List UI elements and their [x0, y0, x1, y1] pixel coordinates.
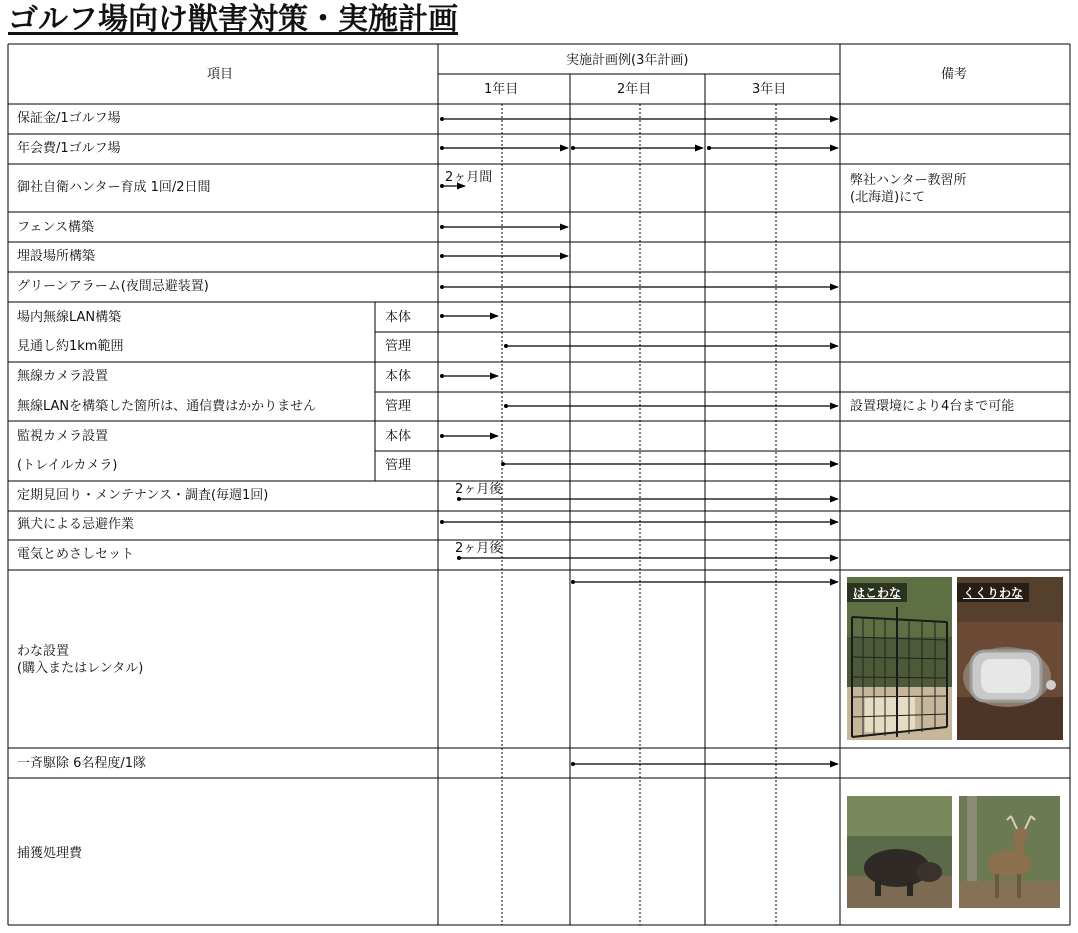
deer-photo [959, 796, 1060, 908]
row-label-deposit: 保証金/1ゴルフ場 [17, 111, 121, 126]
row-label-wireless-camera: 無線カメラ設置 [17, 369, 109, 384]
page-title: ゴルフ場向け獣害対策・実施計画 [8, 2, 458, 37]
sub-label-management: 管理 [385, 339, 412, 354]
row-label-hunter-training: 御社自衛ハンター育成 1回/2日間 [17, 180, 211, 195]
sub-label-body: 本体 [385, 310, 412, 325]
row-label-trap-2: (購入またはレンタル) [17, 661, 144, 676]
timeline-note-after-two-months: 2ヶ月後 [455, 541, 503, 556]
remark-hunter-school-1: 弊社ハンター教習所 [850, 173, 967, 188]
row-label-burial-site: 埋設場所構築 [17, 249, 96, 264]
header-year-3: 3年目 [752, 82, 787, 97]
snare-trap-label: くくりわな [957, 583, 1029, 602]
header-year-2: 2年目 [617, 82, 652, 97]
remark-camera-limit: 設置環境により4台まで可能 [850, 399, 1015, 414]
row-label-patrol: 定期見回り・メンテナンス・調査(毎週1回) [17, 488, 269, 503]
header-plan: 実施計画例(3年計画) [566, 53, 689, 68]
row-label-trail-camera: (トレイルカメラ) [17, 458, 118, 473]
header-remarks: 備考 [941, 67, 968, 82]
row-label-capture-processing: 捕獲処理費 [17, 846, 83, 861]
sub-label-body: 本体 [385, 429, 412, 444]
header-item: 項目 [207, 67, 234, 82]
timeline-note-after-two-months: 2ヶ月後 [455, 482, 503, 497]
row-label-hunting-dog: 猟犬による忌避作業 [17, 517, 135, 532]
row-label-mass-culling: 一斉駆除 6名程度/1隊 [17, 756, 147, 771]
row-label-annual-fee: 年会費/1ゴルフ場 [17, 141, 121, 156]
sub-label-body: 本体 [385, 369, 412, 384]
row-label-wlan: 場内無線LAN構築 [17, 310, 122, 325]
row-label-monitor-camera: 監視カメラ設置 [17, 429, 109, 444]
row-label-fence: フェンス構築 [17, 220, 94, 235]
row-label-wlan-note: 無線LANを構築した箇所は、通信費はかかりません [17, 399, 317, 414]
timeline-note-two-months: 2ヶ月間 [445, 170, 493, 185]
boar-photo [847, 796, 952, 908]
box-trap-label: はこわな [847, 583, 907, 602]
snare-trap-photo [957, 577, 1063, 740]
row-label-trap-1: わな設置 [17, 644, 70, 659]
row-label-wlan-range: 見通し約1km範囲 [17, 339, 124, 354]
remark-hunter-school-2: (北海道)にて [850, 190, 926, 205]
row-label-electric-set: 電気とめさしセット [17, 547, 135, 562]
box-trap-photo [847, 577, 952, 740]
header-year-1: 1年目 [484, 82, 519, 97]
row-label-green-alarm: グリーンアラーム(夜間忌避装置) [17, 279, 209, 294]
sub-label-management: 管理 [385, 399, 412, 414]
sub-label-management: 管理 [385, 458, 412, 473]
